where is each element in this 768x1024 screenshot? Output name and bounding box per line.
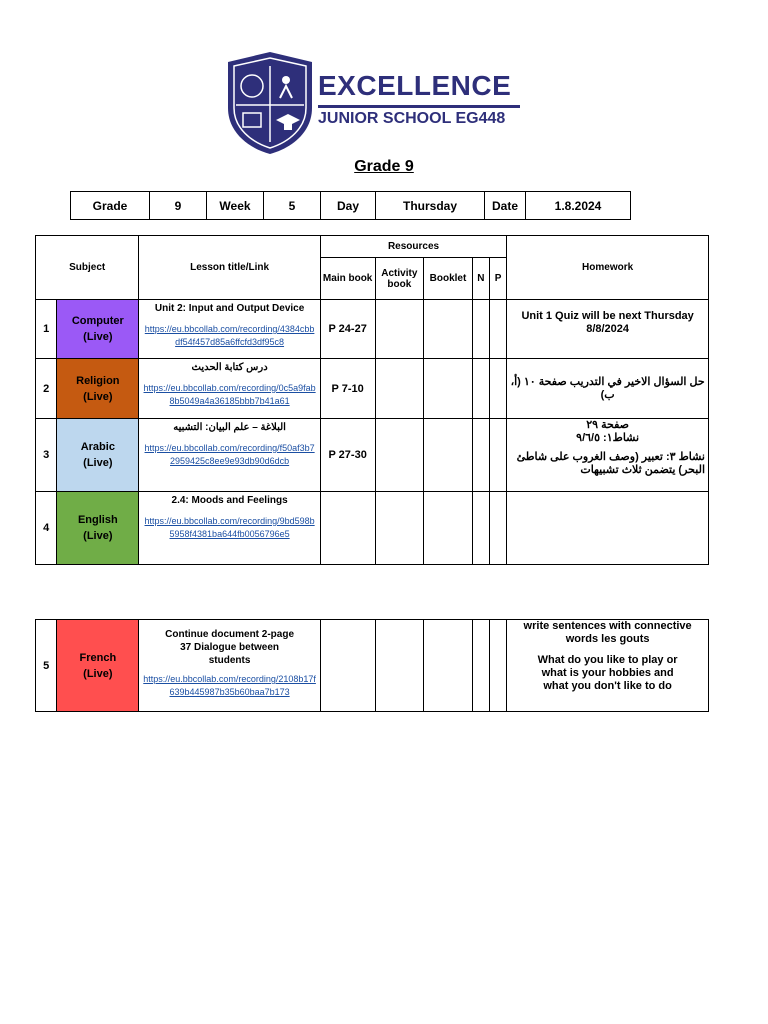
subject-name: Religion — [76, 374, 120, 387]
date-label: Date — [485, 192, 526, 220]
lesson-cell — [139, 492, 320, 565]
activity-book-cell — [375, 492, 424, 565]
row-number: 3 — [36, 419, 57, 492]
subject-cell-french — [57, 620, 139, 712]
p-cell — [490, 492, 507, 565]
homework-header: Homework — [507, 236, 709, 300]
logo-subname: JUNIOR SCHOOL EG448 — [318, 110, 506, 127]
main-book-cell: P 27-30 — [320, 419, 375, 492]
booklet-cell — [424, 359, 473, 419]
french-table — [35, 619, 709, 712]
week-label: Week — [207, 192, 264, 220]
info-table — [70, 191, 631, 220]
booklet-cell — [424, 492, 473, 565]
row-number: 2 — [36, 359, 57, 419]
subject-mode: (Live) — [83, 457, 113, 469]
subject-cell-religion — [57, 359, 139, 419]
subject-name: Computer — [71, 315, 124, 327]
lesson-title: Unit 2: Input and Output Device — [154, 303, 305, 314]
subject-name: English — [77, 514, 118, 526]
table-row — [36, 620, 709, 712]
school-logo — [220, 48, 532, 160]
grade-value: 9 — [150, 192, 207, 220]
lesson-title: 2.4: Moods and Feelings — [171, 495, 288, 506]
lesson-cell — [139, 300, 320, 359]
lesson-header: Lesson title/Link — [139, 236, 320, 300]
booklet-header: Booklet — [424, 258, 473, 300]
activity-book-cell — [375, 620, 424, 712]
homework-line: نشاط ٣: تعبير (وصف الغروب على شاطئ البحر) يتضمن ثلاث تشبيهات — [516, 451, 705, 476]
activity-book-cell — [375, 419, 424, 492]
logo-name: EXCELLENCE — [318, 70, 512, 101]
lesson-link[interactable]: https://eu.bbcollab.com/recording/4384cbbdf54f457d85a6ffcfd3df95c8 — [144, 324, 315, 347]
booklet-cell — [424, 300, 473, 359]
main-book-cell — [320, 492, 375, 565]
subject-mode: (Live) — [83, 390, 113, 403]
p-header: P — [490, 258, 507, 300]
date-value: 1.8.2024 — [526, 192, 631, 220]
subject-mode: (Live) — [83, 667, 113, 680]
page-title: Grade 9 — [354, 158, 414, 175]
table-row — [36, 359, 709, 419]
lesson-title: البلاغة – علم البيان: التشبيه — [173, 422, 286, 433]
lesson-link[interactable]: https://eu.bbcollab.com/recording/f50af3b72959425c8ee9e93db90d6dcb — [144, 443, 315, 466]
subject-header: Subject — [36, 236, 139, 300]
main-book-cell: P 24-27 — [320, 300, 375, 359]
main-book-cell: P 7-10 — [320, 359, 375, 419]
row-number: 1 — [36, 300, 57, 359]
n-cell — [472, 492, 489, 565]
table-row — [36, 300, 709, 359]
subject-mode: (Live) — [83, 530, 113, 542]
activity-book-cell — [375, 300, 424, 359]
p-cell — [490, 359, 507, 419]
p-cell — [490, 620, 507, 712]
lesson-cell — [139, 359, 320, 419]
subject-cell-computer — [57, 300, 139, 359]
day-label: Day — [321, 192, 376, 220]
booklet-cell — [424, 419, 473, 492]
lesson-link[interactable]: https://eu.bbcollab.com/recording/2108b17f639b445987b35b60baa7b173 — [143, 674, 316, 697]
homework-cell: حل السؤال الاخير في التدريب صفحة ١٠ (أ، ب) — [507, 359, 709, 419]
activity-book-cell — [375, 359, 424, 419]
p-cell — [490, 300, 507, 359]
resources-header: Resources — [320, 236, 506, 258]
week-value: 5 — [264, 192, 321, 220]
homework-line: صفحة ٢٩ — [586, 419, 630, 431]
lesson-cell — [139, 620, 320, 712]
subject-cell-english — [57, 492, 139, 565]
homework-cell — [507, 492, 709, 565]
shield-crest-icon — [224, 50, 316, 156]
n-cell — [472, 359, 489, 419]
logo-divider — [318, 105, 520, 108]
booklet-cell — [424, 620, 473, 712]
n-header: N — [472, 258, 489, 300]
main-book-header: Main book — [320, 258, 375, 300]
n-cell — [472, 300, 489, 359]
n-cell — [472, 620, 489, 712]
subject-cell-arabic — [57, 419, 139, 492]
homework-line: نشاط١: ٩/٦/٥ — [576, 432, 640, 444]
subject-name: French — [79, 651, 117, 664]
lesson-link[interactable]: https://eu.bbcollab.com/recording/0c5a9fab8b5049a4a36185bbb7b41a61 — [143, 383, 316, 406]
homework-line: What do you like to play or what is your hobbies and what you don't like to do — [537, 654, 678, 692]
homework-line: write sentences with connective words les gouts — [523, 620, 692, 645]
table-row — [36, 492, 709, 565]
subject-name: Arabic — [80, 441, 115, 453]
lesson-cell — [139, 419, 320, 492]
n-cell — [472, 419, 489, 492]
day-value: Thursday — [376, 192, 485, 220]
p-cell — [490, 419, 507, 492]
lesson-link[interactable]: https://eu.bbcollab.com/recording/9bd598b5958f4381ba644fb0056796e5 — [144, 516, 315, 539]
activity-book-header: Activity book — [375, 258, 424, 300]
main-book-cell — [320, 620, 375, 712]
grade-label: Grade — [71, 192, 150, 220]
homework-cell — [507, 620, 709, 712]
row-number: 5 — [36, 620, 57, 712]
subject-mode: (Live) — [83, 331, 113, 343]
homework-cell: Unit 1 Quiz will be next Thursday 8/8/2024 — [507, 300, 709, 359]
schedule-table — [35, 235, 709, 565]
homework-cell — [507, 419, 709, 492]
lesson-title: Continue document 2-page 37 Dialogue between students — [165, 629, 295, 666]
row-number: 4 — [36, 492, 57, 565]
lesson-title: درس كتابة الحديث — [191, 362, 268, 373]
table-row — [36, 419, 709, 492]
